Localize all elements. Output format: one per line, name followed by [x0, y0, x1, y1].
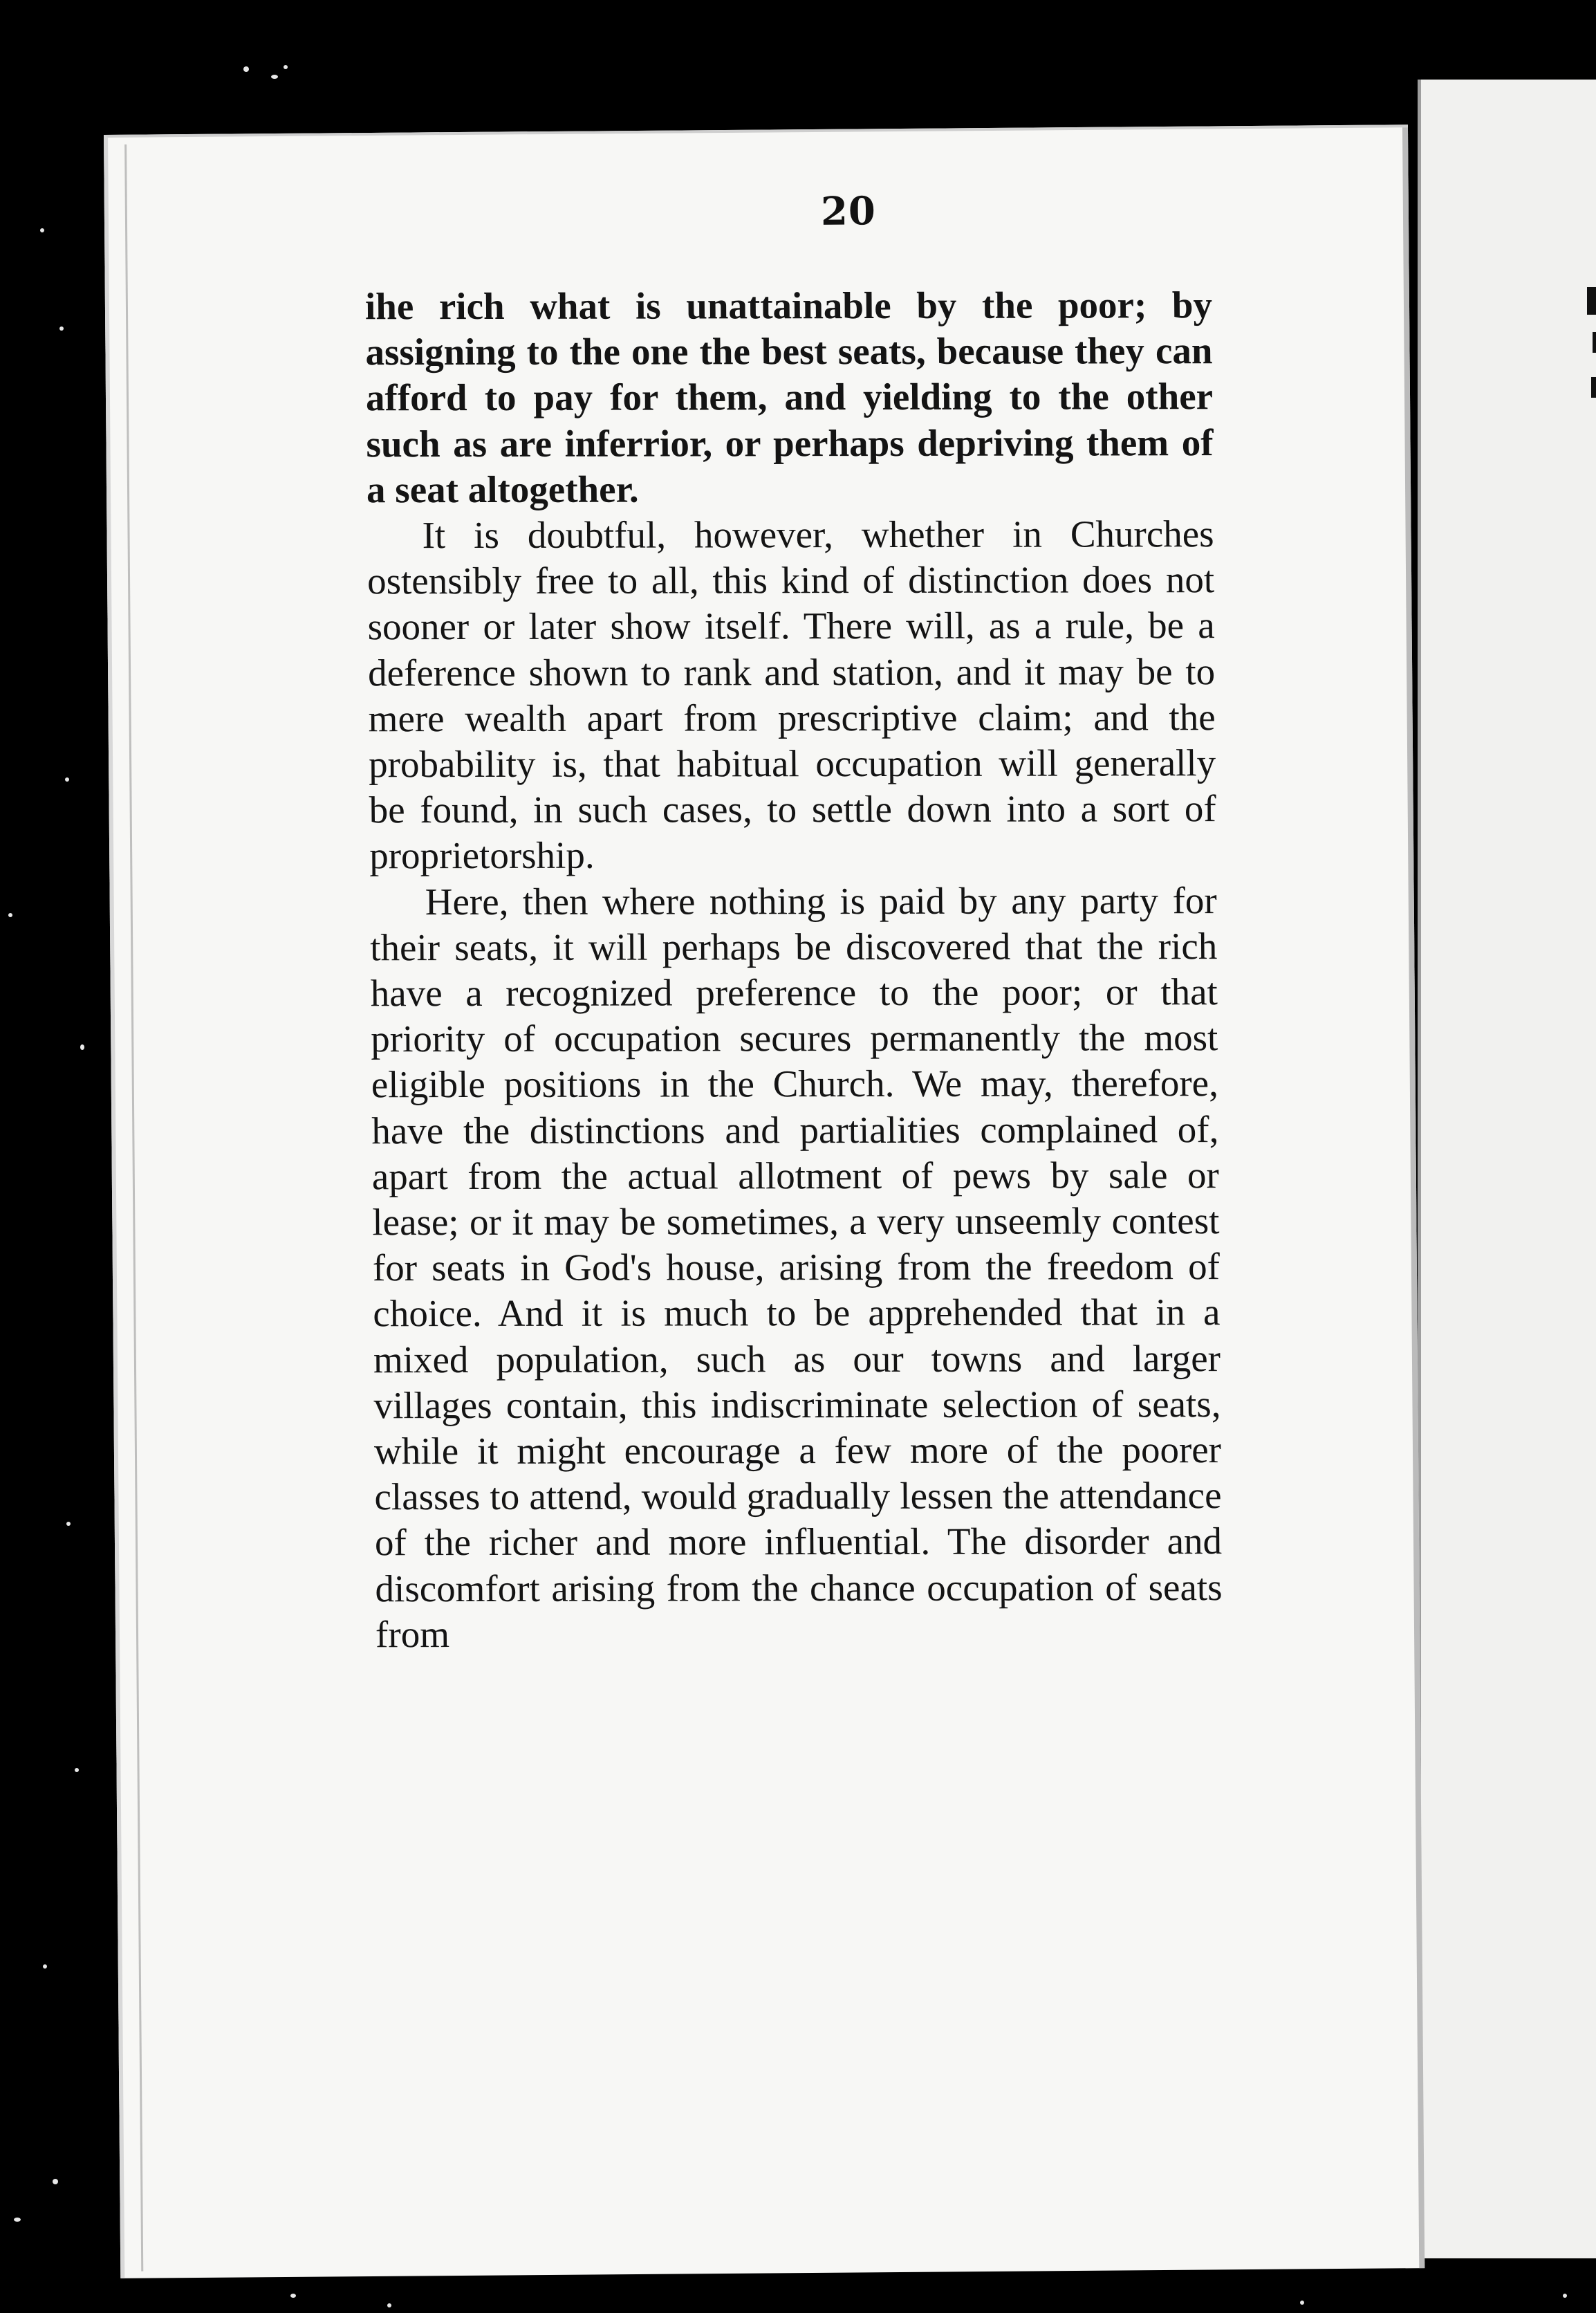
scan-speck	[40, 228, 44, 232]
scan-speck	[8, 913, 12, 917]
facing-text-fragment	[1587, 287, 1596, 315]
scan-speck	[59, 326, 64, 331]
scan-speck	[1563, 2294, 1567, 2298]
page-number: 20	[820, 188, 877, 234]
page-body	[365, 282, 1223, 1657]
scan-speck	[80, 1044, 84, 1050]
print-fade	[373, 2114, 1272, 2197]
scan-speck	[75, 1768, 79, 1772]
facing-page-fragment	[1418, 80, 1596, 2258]
facing-text-fragment	[1591, 377, 1596, 398]
facing-text-fragment	[1593, 332, 1596, 353]
paragraph: It is doubtful, however, whether in Churches ostensibly free to all, this kind of distinction does not sooner or later show itself. There will, as a rule, be a deference shown to rank and station, and it may be to mere wealth apart from prescriptive claim; and the probability is, that habitual occupation will generally be found, in such cases, to settle down into a sort of proprietorship.	[366, 513, 1216, 877]
scan-speck	[1300, 2301, 1304, 2305]
scan-speck	[66, 1522, 71, 1526]
scan-speck	[387, 2303, 391, 2307]
scan-speck	[243, 66, 249, 72]
book-page	[104, 125, 1425, 2278]
scan-speck	[14, 2218, 21, 2222]
scan-speck	[284, 65, 288, 69]
paragraph-continuation: ihe rich what is unattainable by the poor; by assigning to the one the best seats, because they can afford to pay for them, and yielding to the other such as are inferrior, or perhaps depriving them of a seat altogether.	[364, 284, 1214, 511]
scan-speck	[65, 777, 69, 782]
scan-speck	[271, 75, 278, 79]
paragraph: Here, then where nothing is paid by any party for their seats, it will perhaps be discovered that the rich have a recognized preference to the poor; or that priority of occupation secures permanently the most eligible positions in the Church. We may, therefore, have the distinctions and partialities complained of, apart from the actual allotment of pews by sale or lease; or it may be sometimes, a very unseemly contest for seats in God's house, arising from the freedom of choice. And it is much to be apprehended that in a mixed population, such as our towns and larger villages contain, this indiscriminate selection of seats, while it might encourage a few more of the poorer classes to attend, would gradually lessen the attendance of the richer and more influential. The disorder and discomfort arising from the chance occupation of seats from	[369, 878, 1223, 1656]
scan-speck	[43, 1964, 47, 1969]
scan-speck	[53, 2179, 58, 2184]
scan-speck	[290, 2294, 296, 2298]
